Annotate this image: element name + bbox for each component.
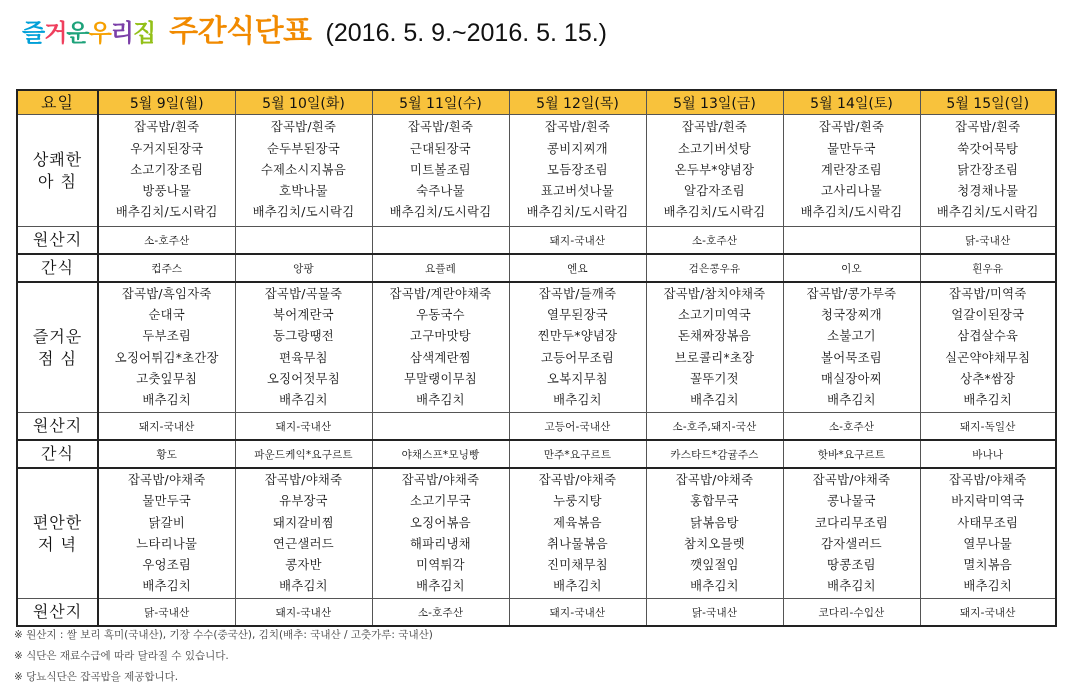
snack-cell: 엔요: [509, 254, 646, 282]
menu-item: 닭볶음탕: [690, 515, 739, 530]
menu-item: 수제소시지볶음: [260, 162, 347, 177]
lunch-menu-cell: [646, 282, 783, 413]
menu-item: 잡곡밥/흰죽: [270, 120, 337, 135]
menu-item: 참치오믈렛: [684, 536, 745, 551]
menu-item: 쑥갓어묵탕: [957, 141, 1019, 156]
menu-item: 잡곡밥/들깨죽: [538, 287, 617, 301]
footnote: ※ 당뇨식단은 잡곡밥을 제공합니다.: [14, 671, 179, 683]
origin-cell: 돼지-국내산: [235, 599, 372, 627]
menu-item: 잡곡밥/계란야채죽: [389, 287, 492, 301]
menu-item: 배추김치: [553, 393, 602, 408]
day-header: 5월 14일(토): [783, 90, 920, 115]
snack-cell: 야채스프*모닝빵: [372, 440, 509, 468]
origin-cell: 소-호주산: [372, 599, 509, 627]
menu-item: 배추김치/도시락김: [663, 205, 766, 220]
day-header: 5월 11일(수): [372, 90, 509, 115]
dinner-row: [17, 468, 1056, 599]
snack-cell: 요플레: [372, 254, 509, 282]
menu-item: 콩자반: [285, 558, 322, 573]
menu-item: 소고기무국: [410, 494, 471, 509]
menu-item: 꼴뚜기젓: [690, 371, 739, 386]
day-header: 5월 12일(목): [509, 90, 646, 115]
lunch-menu-cell: [235, 282, 372, 413]
menu-item: 고사리나물: [821, 184, 882, 199]
menu-item: 얼갈이된장국: [951, 308, 1025, 323]
lunch-menu-cell: [509, 282, 646, 413]
origin-cell: [235, 227, 372, 255]
menu-item: 잡곡밥/미역죽: [948, 287, 1027, 301]
day-header-row: [17, 90, 1056, 115]
meal-label-line: 점 심: [38, 348, 77, 368]
brand-char: 우: [88, 19, 111, 47]
menu-item: 잡곡밥/흰죽: [134, 120, 200, 135]
breakfast-menu-cell: [920, 115, 1056, 227]
menu-item: 계란장조림: [821, 162, 882, 177]
snack-label: 간식: [17, 254, 98, 282]
menu-item: 돈채짜장볶음: [677, 329, 752, 344]
snack-cell: 만주*요구르트: [509, 440, 646, 468]
menu-item: 느타리나물: [136, 536, 198, 551]
origin-label: 원산지: [17, 599, 98, 627]
menu-item: 편육무침: [279, 350, 328, 365]
origin-cell: [783, 227, 920, 255]
menu-item: 매실장아찌: [821, 371, 882, 386]
dinner-menu-cell: [235, 468, 372, 599]
day-header: 5월 10일(화): [235, 90, 372, 115]
dinner-menu-cell: [783, 468, 920, 599]
snack-cell: 바나나: [920, 440, 1056, 468]
menu-item: 우엉조림: [142, 558, 192, 573]
snack-cell: 컵주스: [98, 254, 235, 282]
origin-cell: 돼지-국내산: [509, 227, 646, 255]
menu-item: 배추김치: [142, 393, 192, 408]
dinner-menu-cell: [372, 468, 509, 599]
menu-item: 잡곡밥/참치야채죽: [663, 287, 766, 301]
menu-item: 청경채나물: [957, 184, 1019, 199]
lunch-menu-cell: [920, 282, 1056, 413]
snack-cell: 이오: [783, 254, 920, 282]
footnote: ※ 원산지 : 쌀 보리 흑미(국내산), 기장 수수(중국산), 김치(배추: 국내산 / 고춧가루: 국내산): [14, 629, 433, 641]
brand-logo: [22, 13, 155, 48]
menu-item: 돼지갈비찜: [273, 515, 334, 530]
origin-cell: 돼지-국내산: [235, 413, 372, 441]
lunch-menu-cell: [372, 282, 509, 413]
meal-label-dinner: [17, 468, 98, 599]
menu-item: 청국장찌개: [821, 308, 882, 323]
snack-cell: 황도: [98, 440, 235, 468]
menu-item: 잡곡밥/콩가루죽: [806, 287, 897, 301]
origin-cell: 소-호주산: [98, 227, 235, 255]
dinner-menu-cell: [646, 468, 783, 599]
menu-item: 잡곡밥/흑임자죽: [121, 287, 212, 301]
menu-item: 고등어무조림: [540, 350, 615, 365]
breakfast-menu-cell: [646, 115, 783, 227]
menu-item: 두부조림: [142, 329, 192, 344]
menu-item: 홍합무국: [690, 494, 739, 509]
menu-item: 열무나물: [963, 536, 1013, 551]
menu-item: 알감자조림: [684, 184, 745, 199]
menu-item: 땅콩조림: [827, 558, 876, 573]
snack-cell: 파운드케익*요구르트: [235, 440, 372, 468]
origin-label: 원산지: [17, 227, 98, 255]
brand-char: 거: [44, 19, 67, 47]
weekly-menu-table: [16, 89, 1057, 627]
menu-item: 배추김치: [553, 579, 602, 594]
menu-item: 미트볼조림: [410, 162, 471, 177]
menu-item: 닭갈비: [148, 515, 186, 530]
snack-cell: 검은콩우유: [646, 254, 783, 282]
menu-item: 오복지무침: [547, 371, 608, 386]
snack-cell: 핫바*요구르트: [783, 440, 920, 468]
footnotes: [14, 625, 433, 688]
menu-item: 오징어튀김*초간장: [114, 350, 219, 365]
origin-cell: 돼지-독일산: [920, 413, 1056, 441]
brand-char: 운: [66, 19, 89, 47]
breakfast-menu-cell: [783, 115, 920, 227]
origin-cell: 코다리-수입산: [783, 599, 920, 627]
menu-item: 물만두국: [142, 494, 192, 509]
menu-item: 고구마맛탕: [410, 329, 471, 344]
menu-item: 닭간장조림: [957, 162, 1019, 177]
meal-label-line: 편안한: [32, 512, 83, 532]
menu-item: 배추김치: [416, 579, 465, 594]
menu-item: 브로콜리*초장: [674, 350, 755, 365]
snack-cell: 카스타드*감귤주스: [646, 440, 783, 468]
breakfast-menu-cell: [235, 115, 372, 227]
dinner-menu-cell: [920, 468, 1056, 599]
menu-item: 잡곡밥/흰죽: [818, 120, 885, 135]
menu-item: 배추김치: [690, 393, 739, 408]
menu-item: 배추김치/도시락김: [115, 205, 218, 220]
snack2-row: [17, 440, 1056, 468]
menu-item: 배추김치: [827, 579, 876, 594]
page-title: 주간식단표: [169, 14, 312, 49]
lunch-row: [17, 282, 1056, 413]
menu-item: 볼어묵조림: [821, 350, 882, 365]
menu-item: 유부장국: [279, 494, 328, 509]
brand-char: 집: [132, 19, 156, 47]
menu-item: 동그랑땡전: [273, 329, 334, 344]
menu-item: 소고기미역국: [677, 308, 752, 323]
origin-cell: [372, 413, 509, 441]
menu-item: 상추*쌈장: [960, 371, 1016, 386]
menu-item: 잡곡밥/야채죽: [401, 473, 480, 488]
lunch-menu-cell: [783, 282, 920, 413]
menu-item: 잡곡밥/흰죽: [544, 120, 611, 135]
menu-item: 숙주나물: [416, 184, 465, 199]
menu-item: 방풍나물: [142, 184, 192, 199]
menu-item: 잡곡밥/곡물죽: [264, 287, 343, 301]
menu-item: 배추김치: [690, 579, 739, 594]
menu-item: 표고버섯나물: [540, 184, 615, 199]
menu-item: 소고기버섯탕: [677, 141, 752, 156]
meal-label-line: 상쾌한: [32, 149, 83, 169]
dinner-menu-cell: [509, 468, 646, 599]
menu-item: 제육볶음: [553, 515, 602, 530]
menu-item: 미역튀각: [416, 558, 465, 573]
meal-label-line: 즐거운: [32, 326, 83, 346]
menu-item: 진미채무침: [547, 558, 608, 573]
dinner-menu-cell: [98, 468, 235, 599]
origin-cell: 소-호주산: [783, 413, 920, 441]
menu-item: 잡곡밥/야채죽: [264, 473, 343, 488]
menu-item: 배추김치/도시락김: [936, 205, 1039, 220]
menu-item: 배추김치: [279, 579, 328, 594]
menu-item: 실곤약야채무침: [945, 350, 1031, 365]
menu-item: 사태무조림: [957, 515, 1019, 530]
menu-item: 배추김치: [963, 393, 1013, 408]
menu-item: 잡곡밥/야채죽: [812, 473, 891, 488]
menu-item: 취나물볶음: [547, 536, 608, 551]
menu-item: 순대국: [148, 308, 186, 323]
origin-cell: 소-호주,돼지-국산: [646, 413, 783, 441]
breakfast-origin-row: [17, 227, 1056, 255]
menu-item: 모듬장조림: [547, 162, 608, 177]
menu-item: 잡곡밥/흰죽: [681, 120, 748, 135]
origin-label: 원산지: [17, 413, 98, 441]
menu-item: 해파리냉채: [410, 536, 471, 551]
snack-cell: 흰우유: [920, 254, 1056, 282]
dinner-origin-row: [17, 599, 1056, 627]
breakfast-row: [17, 115, 1056, 227]
snack-label: 간식: [17, 440, 98, 468]
menu-item: 깻잎절임: [690, 558, 739, 573]
footnote: ※ 식단은 재료수급에 따라 달라질 수 있습니다.: [14, 650, 229, 662]
menu-item: 삼겹살수육: [957, 329, 1019, 344]
menu-item: 배추김치: [963, 579, 1013, 594]
brand-char: 즐: [22, 19, 45, 47]
menu-item: 감자샐러드: [821, 536, 882, 551]
menu-item: 찐만두*양념장: [537, 329, 618, 344]
menu-item: 연근샐러드: [273, 536, 334, 551]
menu-item: 배추김치: [279, 393, 328, 408]
menu-item: 근대된장국: [410, 141, 471, 156]
menu-item: 고춧잎무침: [136, 371, 198, 386]
menu-item: 우동국수: [416, 308, 465, 323]
menu-item: 호박나물: [279, 184, 328, 199]
menu-item: 열무된장국: [547, 308, 608, 323]
menu-item: 물만두국: [827, 141, 876, 156]
date-range: (2016. 5. 9.~2016. 5. 15.): [325, 19, 607, 47]
day-corner-label: 요일: [17, 90, 98, 115]
origin-cell: 돼지-국내산: [509, 599, 646, 627]
menu-item: 무말랭이무침: [403, 371, 478, 386]
menu-item: 잡곡밥/야채죽: [127, 473, 206, 488]
menu-item: 잡곡밥/흰죽: [955, 120, 1021, 135]
meal-label-line: 저 녁: [38, 534, 77, 554]
menu-item: 배추김치: [827, 393, 876, 408]
menu-item: 잡곡밥/야채죽: [948, 473, 1027, 488]
menu-item: 바지락미역국: [951, 494, 1025, 509]
origin-cell: 닭-국내산: [98, 599, 235, 627]
menu-item: 배추김치/도시락김: [526, 205, 629, 220]
origin-cell: 고등어-국내산: [509, 413, 646, 441]
meal-label-lunch: [17, 282, 98, 413]
menu-item: 우거지된장국: [130, 141, 204, 156]
menu-item: 콩비지찌개: [547, 141, 608, 156]
menu-item: 삼색계란찜: [410, 350, 471, 365]
snack1-row: [17, 254, 1056, 282]
menu-item: 코다리무조림: [814, 515, 889, 530]
origin-cell: 돼지-국내산: [98, 413, 235, 441]
menu-item: 배추김치/도시락김: [252, 205, 355, 220]
menu-item: 잡곡밥/야채죽: [675, 473, 754, 488]
menu-item: 배추김치: [142, 579, 192, 594]
menu-item: 북어계란국: [273, 308, 334, 323]
origin-cell: 돼지-국내산: [920, 599, 1056, 627]
breakfast-menu-cell: [372, 115, 509, 227]
brand-char: 리: [110, 19, 133, 47]
menu-item: 소불고기: [827, 329, 876, 344]
day-header: 5월 15일(일): [920, 90, 1056, 115]
menu-item: 멸치볶음: [963, 558, 1013, 573]
origin-cell: [372, 227, 509, 255]
meal-label-breakfast: [17, 115, 98, 227]
lunch-menu-cell: [98, 282, 235, 413]
page-header: [22, 6, 607, 50]
breakfast-menu-cell: [98, 115, 235, 227]
origin-cell: 닭-국내산: [646, 599, 783, 627]
menu-item: 온두부*양념장: [674, 162, 755, 177]
origin-cell: 닭-국내산: [920, 227, 1056, 255]
menu-item: 배추김치/도시락김: [389, 205, 492, 220]
day-header: 5월 9일(월): [98, 90, 235, 115]
snack-cell: 앙팡: [235, 254, 372, 282]
menu-item: 누룽지탕: [553, 494, 602, 509]
menu-item: 오징어볶음: [410, 515, 471, 530]
day-header: 5월 13일(금): [646, 90, 783, 115]
lunch-origin-row: [17, 413, 1056, 441]
menu-item: 배추김치/도시락김: [800, 205, 903, 220]
breakfast-menu-cell: [509, 115, 646, 227]
menu-item: 오징어젓무침: [266, 371, 341, 386]
menu-item: 순두부된장국: [266, 141, 341, 156]
origin-cell: 소-호주산: [646, 227, 783, 255]
menu-item: 잡곡밥/야채죽: [538, 473, 617, 488]
meal-label-line: 아 침: [38, 171, 77, 191]
menu-item: 소고기장조림: [130, 162, 204, 177]
menu-item: 배추김치: [416, 393, 465, 408]
menu-item: 콩나물국: [827, 494, 876, 509]
menu-item: 잡곡밥/흰죽: [407, 120, 474, 135]
